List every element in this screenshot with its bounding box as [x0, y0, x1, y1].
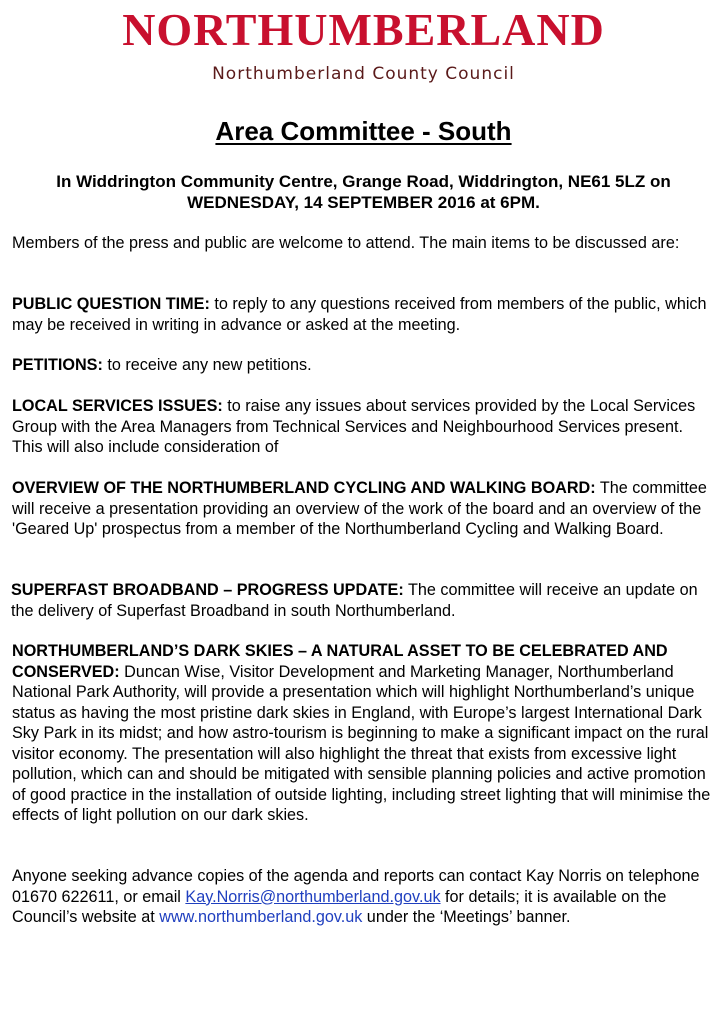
page-title: Area Committee - South — [215, 116, 512, 146]
agenda-item-public-question-time — [12, 294, 712, 335]
agenda-item-dark-skies — [12, 641, 712, 826]
contact-text-2: for details; it is available on the Council’s website at — [12, 887, 667, 926]
agenda-item-heading: OVERVIEW OF THE NORTHUMBERLAND CYCLING AND WALKING BOARD: — [12, 479, 596, 497]
agenda-item-heading: LOCAL SERVICES ISSUES: — [12, 397, 223, 415]
northumberland-logo: NORTHUMBERLAND — [122, 4, 605, 55]
agenda-item-heading: PETITIONS: — [12, 356, 103, 374]
agenda-item-cycling-walking-board — [12, 478, 712, 540]
agenda-item-text: The committee will receive an update on the delivery of Superfast Broadband in south Northumberland. — [11, 581, 698, 620]
agenda-item-heading: PUBLIC QUESTION TIME: — [12, 295, 210, 313]
meeting-venue — [30, 171, 697, 213]
agenda-item-petitions — [12, 355, 712, 376]
venue-line-2: WEDNESDAY, 14 SEPTEMBER 2016 at 6PM. — [187, 193, 540, 212]
venue-line-1: In Widdrington Community Centre, Grange Road, Widdrington, NE61 5LZ on — [56, 172, 671, 191]
contact-text-3: under the ‘Meetings’ banner. — [362, 908, 571, 926]
agenda-item-heading: SUPERFAST BROADBAND – PROGRESS UPDATE: — [11, 581, 404, 599]
agenda-item-local-services — [12, 396, 712, 458]
contact-paragraph — [12, 866, 712, 928]
agenda-item-text: Duncan Wise, Visitor Development and Marketing Manager, Northumberland National Park Authority, will provide a presentation which will highlight Northumberland’s unique status as having the most pristine dark skies in England, with Europe’s largest International Dark Sky Park in its midst; and how astro-tourism is beginning to make a significant impact on the rural visitor economy. The presentation will also highlight the threat that exists from excessive light pollution, which can and should be mitigated with sensible planning policies and active promotion of good practice in the installation of outside lighting, including street lighting that will minimise the effects of light pollution on our dark skies. — [12, 662, 711, 824]
website-link[interactable]: www.northumberland.gov.uk — [159, 908, 363, 926]
intro-text: Members of the press and public are welcome to attend. The main items to be discussed are: — [12, 234, 680, 252]
agenda-item-text: to raise any issues about services provided by the Local Services Group with the Area Managers from Technical Services and Neighbourhood Services present. This will also include consideration of — [12, 397, 696, 456]
intro-paragraph — [12, 233, 712, 254]
agenda-item-superfast-broadband — [11, 580, 711, 621]
agenda-item-text: to receive any new petitions. — [102, 356, 312, 374]
agenda-item-heading: NORTHUMBERLAND’S DARK SKIES – A NATURAL ASSET TO BE CELEBRATED AND CONSERVED: — [12, 642, 668, 681]
council-name: Northumberland County Council — [212, 64, 515, 84]
email-link[interactable]: Kay.Norris@northumberland.gov.uk — [185, 887, 441, 906]
agenda-item-text: to reply to any questions received from members of the public, which may be received in writing in advance or asked at the meeting. — [12, 295, 707, 334]
agenda-item-text: The committee will receive a presentation providing an overview of the work of the board and an overview of the 'Geared Up' prospectus from a member of the Northumberland Cycling and Walking Board. — [12, 479, 707, 538]
contact-text-1: Anyone seeking advance copies of the agenda and reports can contact Kay Norris on telephone 01670 622611, or email — [12, 867, 700, 906]
